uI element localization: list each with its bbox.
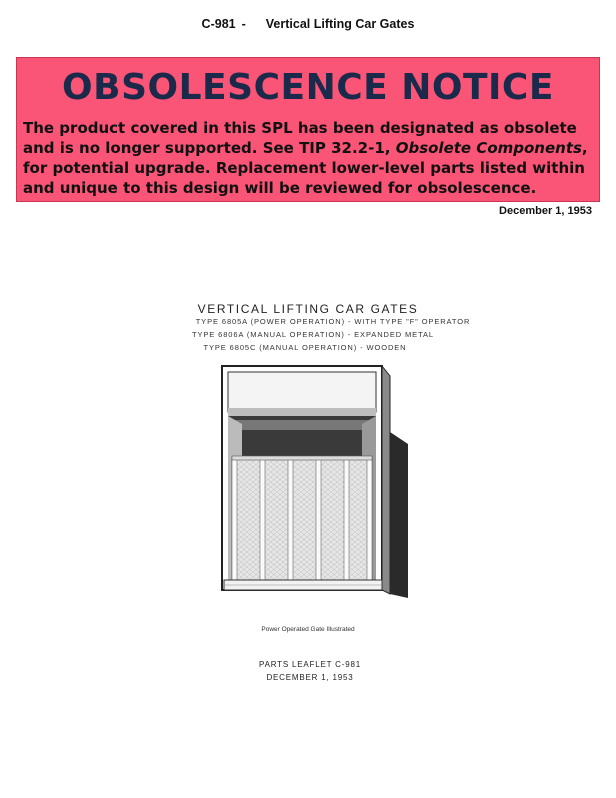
parts-leaflet-block (0, 658, 616, 684)
scanned-cover-title: VERTICAL LIFTING CAR GATES (197, 302, 419, 316)
notice-body (23, 118, 597, 198)
document-header (0, 17, 616, 31)
parts-leaflet-number: PARTS LEAFLET C-981 (259, 660, 361, 669)
type-line-wooden: TYPE 6805C (MANUAL OPERATION) - WOODEN (203, 343, 407, 352)
type-line-power: TYPE 6805A (POWER OPERATION) - WITH TYPE "F" OPERATOR (195, 317, 471, 326)
notice-heading: OBSOLESCENCE NOTICE (62, 67, 554, 108)
obsolescence-notice-box (16, 57, 600, 202)
document-code: C-981 (201, 17, 236, 31)
notice-body-part1: The product covered in this SPL has been designated as obsolete and is no longer supported. See TIP 32.2-1, (23, 119, 577, 157)
header-separator: - (241, 17, 246, 31)
car-gate-illustration (220, 362, 410, 612)
notice-body-italic: Obsolete Components (395, 139, 582, 157)
type-line-expanded-metal: TYPE 6806A (MANUAL OPERATION) - EXPANDED METAL (191, 330, 434, 339)
parts-leaflet-date: DECEMBER 1, 1953 (266, 673, 354, 682)
document-title: Vertical Lifting Car Gates (265, 17, 415, 31)
illustration-caption: Power Operated Gate Illustrated (261, 626, 355, 633)
document-date: December 1, 1953 (499, 205, 592, 217)
notice-body-part2: , for potential upgrade. Replacement lower-level parts listed within and unique to this design will be reviewed for obsolescence. (23, 139, 588, 197)
